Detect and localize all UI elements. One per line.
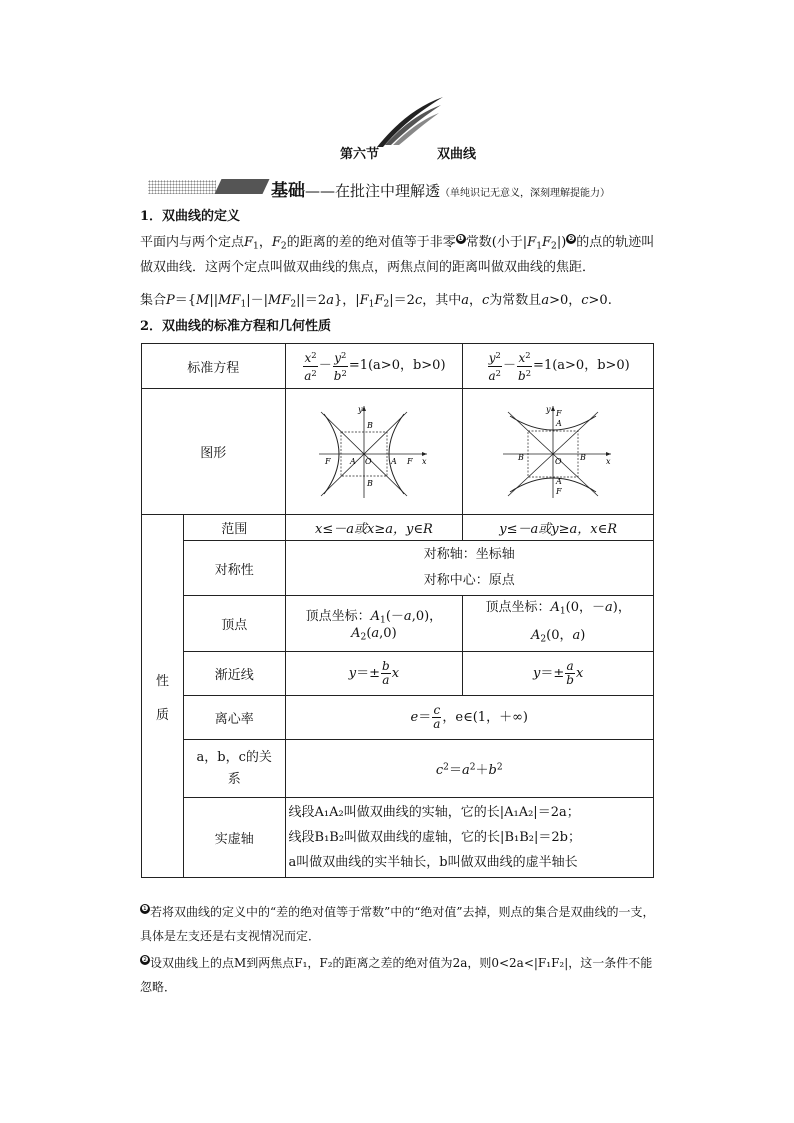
svg-text:F: F — [324, 456, 331, 466]
graph-y-hyperbola — [463, 389, 654, 515]
vertex-x-axis: 顶点坐标：$A_1(-a,0)$，$A_2(a,0)$ — [285, 596, 463, 652]
row-abc-relation — [142, 740, 654, 798]
label-symmetry: 对称性 — [183, 541, 285, 596]
axes-value: 线段A₁A₂叫做双曲线的实轴，它的长|A₁A₂|＝2a； 线段B₁B₂叫做双曲线的虚轴，它的长|B₁B₂|＝2b； a叫做双曲线的实半轴长，b叫做双曲线的虚半轴长 — [285, 798, 653, 878]
footnote-2: ❷设双曲线上的点M到两焦点F₁，F₂的距离之差的绝对值为2a，则0<2a<|F₁F₂|，这一条件不能忽略． — [140, 955, 653, 994]
svg-text:A: A — [390, 456, 397, 466]
svg-text:A: A — [556, 418, 562, 428]
symmetry-value: 对称轴：坐标轴 对称中心：原点 — [285, 541, 653, 596]
asymptote-x-axis: y＝± $\frac{b}{a}$ x — [285, 652, 463, 696]
section-banner — [148, 176, 668, 201]
section-name: 双曲线 — [437, 147, 477, 162]
svg-text:O: O — [364, 456, 372, 466]
graph-x-hyperbola — [285, 389, 463, 515]
row-asymptote — [142, 652, 654, 696]
svg-text:y: y — [546, 404, 551, 414]
row-eccentricity — [142, 696, 654, 740]
section-number: 第六节 — [340, 147, 380, 162]
label-axes: 实虚轴 — [183, 798, 285, 878]
page-title — [340, 143, 476, 162]
note-marker-1: ❶ — [457, 233, 465, 243]
row-axes — [142, 798, 654, 878]
eccentricity-value: e＝ $\frac{c}{a}$ ，e∈(1，＋∞) — [285, 696, 653, 740]
definition-paragraph: 平面内与两个定点$F_1$，$F_2$的距离的差的绝对值等于非零❶常数(小于$|F_1F_2|)❷$的点的轨迹叫做双曲线．这两个定点叫做双曲线的焦点，两焦点间的距离叫做双曲线的焦距． — [140, 233, 655, 276]
label-vertex: 顶点 — [183, 596, 285, 652]
svg-text:x: x — [421, 456, 427, 466]
set-definition: 集合$P=\{M||MF_1|-|MF_2||=2a\}$，$|F_1F_2|=2c$，其中a，c为常数且a>0，c>0. — [140, 293, 612, 310]
svg-text:F: F — [556, 408, 562, 418]
svg-text:x: x — [606, 456, 611, 466]
row-symmetry — [142, 541, 654, 596]
svg-text:B: B — [518, 452, 525, 462]
abc-relation-value: $c^2=a^2+b^2$ — [285, 740, 653, 798]
heading-definition: 1．双曲线的定义 — [140, 209, 241, 224]
banner-dots-decoration — [148, 180, 216, 194]
chapter-logo-icon — [375, 95, 445, 150]
eq-y-axis: $\frac{y^2}{a^2}$ － $\frac{x^2}{b^2}$ =1(a>0，b>0) — [463, 344, 654, 389]
svg-text:F: F — [406, 456, 413, 466]
asymptote-y-axis: y＝± $\frac{a}{b}$ x — [463, 652, 654, 696]
range-y-axis: y≤－a或y≥a，x∈R — [463, 515, 654, 541]
row-vertex — [142, 596, 654, 652]
banner-keyword: 基础 — [271, 181, 305, 201]
svg-text:O: O — [555, 456, 562, 466]
svg-text:A: A — [349, 456, 356, 466]
hyperbola-properties-table — [141, 343, 654, 878]
range-x-axis: x≤－a或x≥a，y∈R — [285, 515, 463, 541]
label-standard-equation: 标准方程 — [142, 344, 286, 389]
heading-properties: 2．双曲线的标准方程和几何性质 — [140, 319, 332, 334]
label-asymptote: 渐近线 — [183, 652, 285, 696]
footnotes — [140, 900, 660, 1002]
svg-text:A: A — [556, 476, 562, 486]
svg-text:B: B — [366, 478, 373, 488]
label-properties: 性 质 — [142, 515, 184, 878]
label-graph: 图形 — [142, 389, 286, 515]
svg-text:y: y — [357, 404, 363, 414]
svg-text:F: F — [556, 486, 562, 496]
banner-note: （单纯识记无意义，深刻理解提能力） — [440, 188, 611, 199]
note-marker-2: ❷ — [567, 233, 575, 243]
label-eccentricity: 离心率 — [183, 696, 285, 740]
banner-slash-decoration — [215, 179, 270, 194]
label-range: 范围 — [183, 515, 285, 541]
svg-text:B: B — [366, 420, 373, 430]
row-range — [142, 515, 654, 541]
vertex-y-axis: 顶点坐标：$A_1(0$，－a)， $A_2(0$，a) — [463, 596, 654, 652]
row-graph — [142, 389, 654, 515]
row-standard-equation — [142, 344, 654, 389]
eq-x-axis: $\frac{x^2}{a^2}$ － $\frac{y^2}{b^2}$ =1(a>0，b>0) — [285, 344, 463, 389]
footnote-1: ❶若将双曲线的定义中的“差的绝对值等于常数”中的“绝对值”去掉，则点的集合是双曲线的一支，具体是左支还是右支视情况而定． — [140, 904, 655, 943]
label-abc-relation: a，b，c的关 系 — [183, 740, 285, 798]
svg-text:B: B — [580, 452, 587, 462]
banner-dash-text: ——在批注中理解透 — [305, 182, 441, 200]
